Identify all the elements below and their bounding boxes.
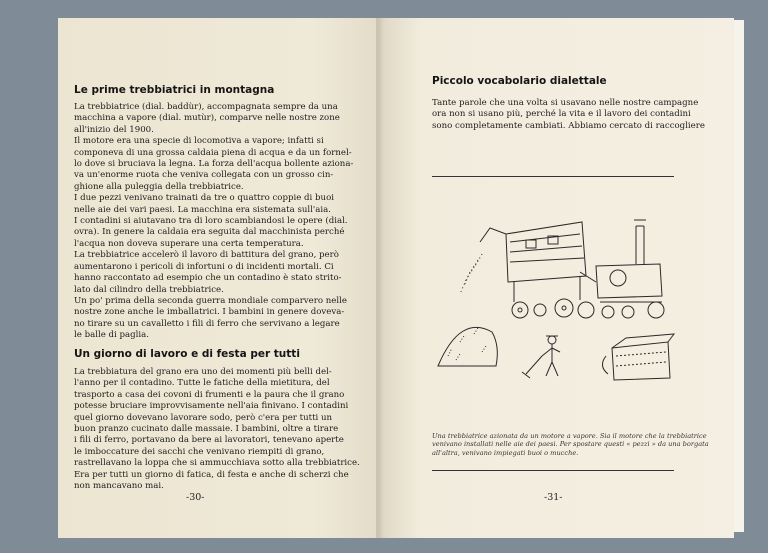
text-line: Un po' prima della seconda guerra mondiale comparvero nelle [74, 295, 347, 306]
text-line: macchina a vapore (dial. mutùr), comparve nelle nostre zone [74, 113, 340, 124]
threshing-machine-illustration [430, 206, 680, 426]
text-line: Il motore era una specie di locomotiva a vapore; infatti si [74, 136, 324, 147]
section-body-threshers [74, 102, 353, 342]
text-line: rastrellavano la loppa che si ammucchiava sotto alla trebbiatrice. [74, 458, 360, 469]
book-spread [58, 18, 734, 538]
right-page [378, 18, 734, 538]
text-line: La trebbiatrice accelerò il lavoro di battitura del grano, però [74, 250, 339, 261]
text-line: I contadini si aiutavano tra di loro scambiandosi le opere (dial. [74, 216, 348, 227]
text-line: non mancavano mai. [74, 481, 164, 492]
text-line: componeva di una grossa caldaia piena di acqua e da un fornel- [74, 147, 352, 158]
left-page [58, 18, 378, 538]
text-line: nostre zone anche le imballatrici. I bambini in genere doveva- [74, 307, 345, 318]
page-stack-edge [734, 20, 744, 532]
book-gutter [376, 18, 384, 538]
text-line: le imboccature dei sacchi che venivano riempiti di grano, [74, 446, 325, 457]
text-line: trasporto a casa dei covoni di frumenti e la paura che il grano [74, 389, 345, 400]
text-line: lo dove si bruciava la legna. La forza dell'acqua bollente aziona- [74, 159, 354, 170]
text-line: quel giorno dovevano lavorare sodo, però c'era per tutti un [74, 412, 333, 423]
text-line: nelle aie dei vari paesi. La macchina era sistemata sull'aia. [74, 204, 331, 215]
divider-top [432, 176, 674, 177]
text-line: sono completamente cambiati. Abbiamo cercato di raccogliere [432, 120, 705, 131]
text-line: potesse bruciare improvvisamente nell'aia finivano. I contadini [74, 401, 349, 412]
text-line: ghione alla puleggia della trebbiatrice. [74, 181, 244, 192]
text-line: all'inizio del 1900. [74, 124, 154, 135]
text-line: aumentarono i pericoli di infortuni o di incidenti mortali. Ci [74, 261, 334, 272]
text-line: buon pranzo cucinato dalle massaie. I bambini, oltre a tirare [74, 424, 339, 435]
divider-bottom [432, 470, 674, 471]
text-line: lato dal cilindro della trebbiatrice. [74, 284, 224, 295]
caption-line: Una trebbiatrice azionata da un motore a vapore. Sia il motore che la trebbiatrice [432, 432, 707, 440]
text-line: I due pezzi venivano trainati da tre o quattro coppie di buoi [74, 193, 334, 204]
text-line: l'acqua non doveva superare una certa temperatura. [74, 238, 304, 249]
page-number-right: -31- [544, 492, 563, 503]
text-line: va un'enorme ruota che veniva collegata con un grosso cin- [74, 170, 334, 181]
vocabulary-intro [432, 98, 705, 132]
text-line: Tante parole che una volta si usavano nelle nostre campagne [432, 98, 699, 108]
caption-line: all'altra, venivano impiegati buoi o mucche. [432, 448, 579, 457]
section-title-threshers: Le prime trebbiatrici in montagna [74, 84, 275, 96]
text-line: La trebbiatrice (dial. baddùr), accompagnata sempre da una [74, 102, 338, 112]
vocabulary-title: Piccolo vocabolario dialettale [432, 75, 607, 87]
caption-line: venivano installati nelle aie dei paesi. Per spostare questi « pezzi » da una borgata [432, 440, 709, 449]
text-line: le balle di paglia. [74, 330, 149, 341]
text-line: ora non si usano più, perché la vita e il lavoro dei contadini [432, 109, 691, 120]
text-line: no tirare su un cavalletto i fili di ferro che servivano a legare [74, 318, 340, 329]
text-line: ovra). In genere la caldaia era seguita dal macchinista perché [74, 227, 345, 238]
section-title-workday: Un giorno di lavoro e di festa per tutti [74, 348, 300, 360]
text-line: hanno raccontato ad esempio che un contadino è stato strito- [74, 273, 342, 284]
illustration-caption [432, 432, 709, 457]
section-body-workday [74, 367, 360, 492]
page-number-left: -30- [186, 492, 205, 503]
text-line: l'anno per il contadino. Tutte le fatiche della mietitura, del [74, 378, 330, 389]
text-line: Era per tutti un giorno di fatica, di festa e anche di scherzi che [74, 469, 349, 480]
text-line: i fili di ferro, portavano da bere ai lavoratori, tenevano aperte [74, 435, 344, 446]
text-line: La trebbiatura del grano era uno dei momenti più belli del- [74, 367, 332, 377]
